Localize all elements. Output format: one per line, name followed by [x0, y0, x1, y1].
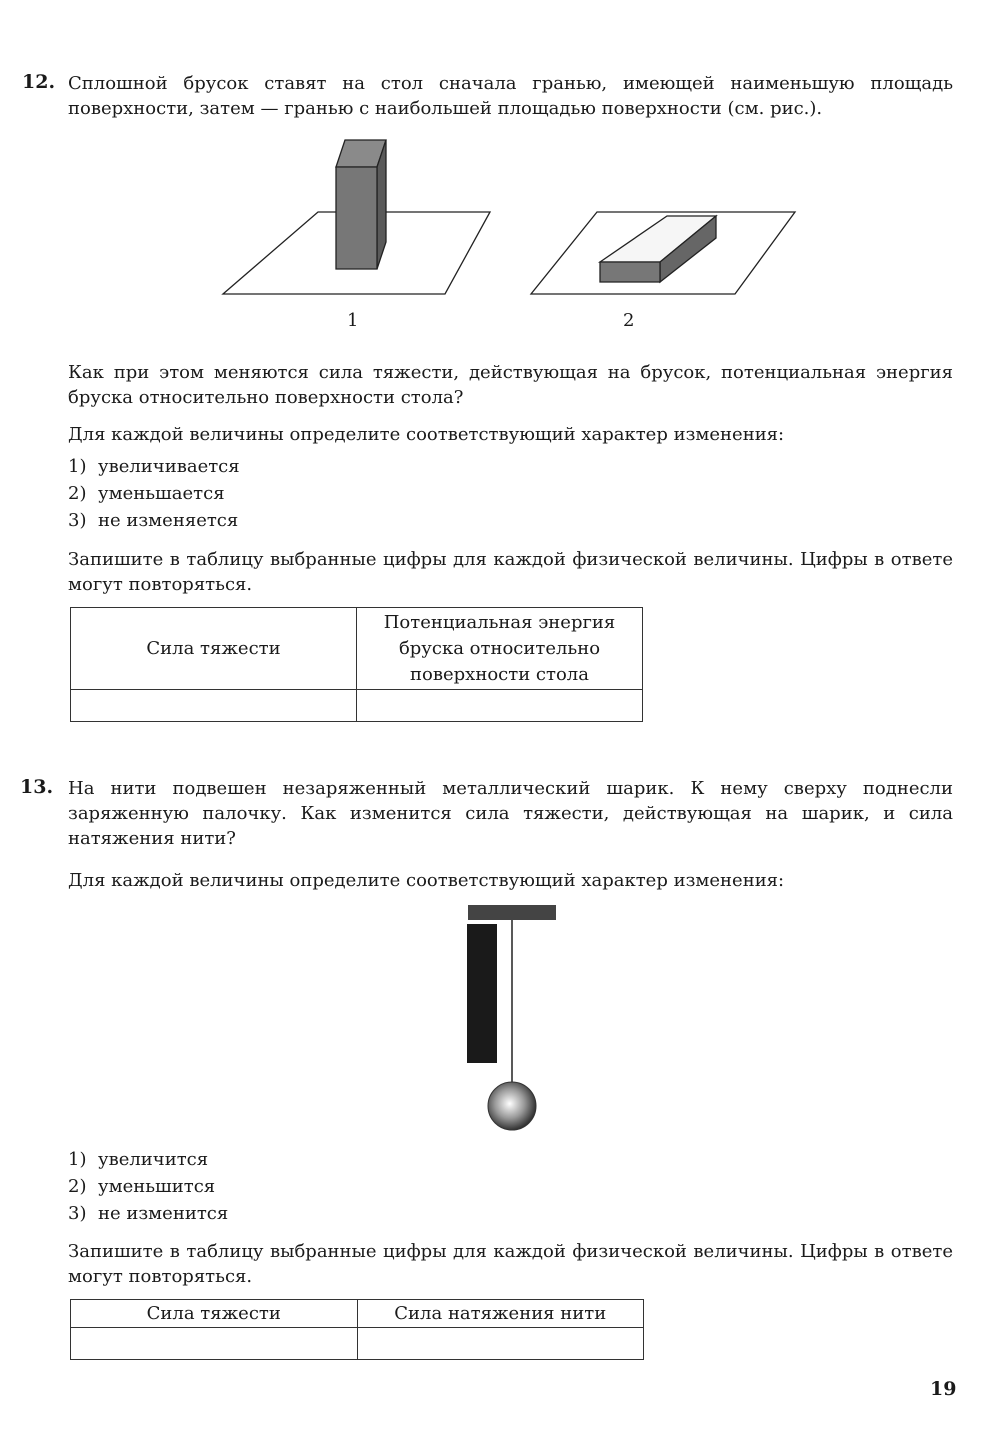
- q12-figure: [215, 135, 815, 305]
- block-front-2: [600, 262, 660, 282]
- q13-answer-cell-2[interactable]: [357, 1328, 644, 1360]
- q13-table-instruction: Запишите в таблицу выбранные цифры для каждой физической величины. Цифры в ответе могут повторяться.: [68, 1241, 953, 1287]
- q13-instruction: Для каждой величины определите соответствующий характер изменения:: [68, 870, 785, 891]
- figure-label-2: 2: [623, 310, 635, 331]
- q12-text: Сплошной брусок ставят на стол сначала гранью, имеющей наименьшую площадь поверхности, затем — гранью с наибольшей площадью поверхности (см. рис.).: [68, 73, 953, 119]
- page-number: 19: [930, 1378, 957, 1400]
- q13-figure: [460, 900, 570, 1140]
- q13-header-tension: Сила натяжения нити: [357, 1300, 644, 1328]
- q13-header-gravity: Сила тяжести: [71, 1300, 358, 1328]
- q12-table-instruction: Запишите в таблицу выбранные цифры для каждой физической величины. Цифры в ответе могут повторяться.: [68, 549, 953, 595]
- q13-text: На нити подвешен незаряженный металлический шарик. К нему сверху поднесли заряженную палочку. Как изменится сила тяжести, действующая на шарик, и сила натяжения нити?: [68, 778, 953, 849]
- q12-header-gravity: Сила тяжести: [71, 608, 357, 690]
- q12-instruction: Для каждой величины определите соответствующий характер изменения:: [68, 424, 785, 445]
- q13-answer-table: [70, 1299, 644, 1360]
- q13-answer-cell-1[interactable]: [71, 1328, 358, 1360]
- charged-rod: [467, 924, 497, 1063]
- q12-option-1: 1) увеличивается: [68, 456, 240, 477]
- q13-option-3: 3) не изменится: [68, 1203, 229, 1224]
- block-front-1: [336, 167, 377, 269]
- q12-header-potential-energy: Потенциальная энергия бруска относительно поверхности стола: [357, 608, 643, 690]
- metal-ball: [488, 1082, 536, 1130]
- q12-answer-cell-2[interactable]: [357, 690, 643, 722]
- q12-answer-table: [70, 607, 643, 722]
- q12-answer-cell-1[interactable]: [71, 690, 357, 722]
- q13-option-1: 1) увеличится: [68, 1149, 209, 1170]
- q12-question: Как при этом меняются сила тяжести, действующая на брусок, потенциальная энергия бруска относительно поверхности стола?: [68, 362, 953, 408]
- q13-number: 13.: [20, 776, 54, 798]
- q12-number: 12.: [22, 71, 56, 93]
- support-bar: [468, 905, 556, 920]
- q13-option-2: 2) уменьшится: [68, 1176, 216, 1197]
- q12-option-3: 3) не изменяется: [68, 510, 239, 531]
- q12-option-2: 2) уменьшается: [68, 483, 225, 504]
- figure-label-1: 1: [347, 310, 359, 331]
